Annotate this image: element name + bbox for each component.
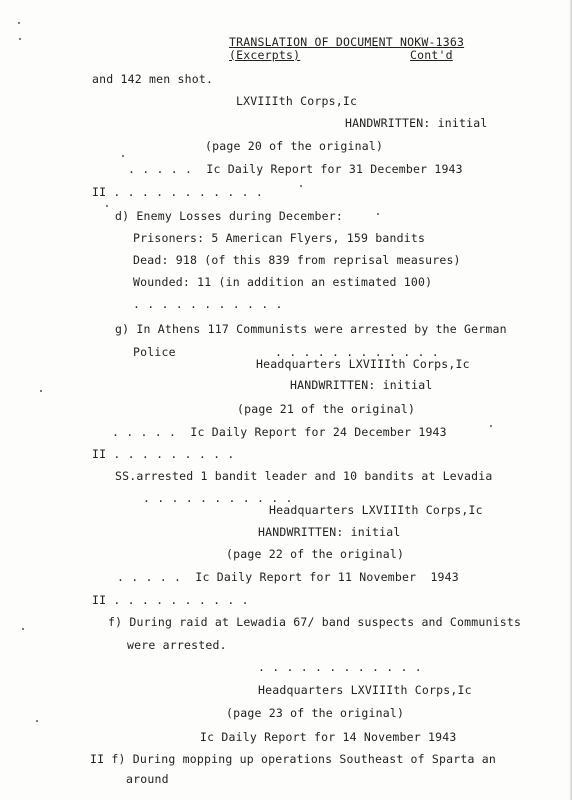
text-line: g) In Athens 117 Communists were arrested by the German bbox=[115, 322, 507, 336]
text-line: around bbox=[126, 772, 169, 786]
text-line: and 142 men shot. bbox=[92, 72, 214, 86]
scan-speck bbox=[36, 720, 38, 722]
section-marker: II . . . . . . . . . . . bbox=[92, 185, 263, 199]
scan-speck bbox=[22, 628, 24, 630]
text-line: Wounded: 11 (in addition an estimated 100) bbox=[133, 275, 433, 289]
text-line: Police bbox=[133, 345, 176, 359]
scan-speck bbox=[122, 155, 124, 157]
ellipsis-line: . . . . . . . . . . . . bbox=[275, 345, 439, 359]
scan-speck bbox=[490, 425, 492, 427]
text-line: were arrested. bbox=[127, 638, 227, 652]
page-reference: (page 23 of the original) bbox=[226, 706, 405, 720]
section-marker: II . . . . . . . . . bbox=[92, 447, 235, 461]
page-reference: (page 21 of the original) bbox=[237, 402, 416, 416]
page-reference: (page 22 of the original) bbox=[226, 547, 405, 561]
document-title: TRANSLATION OF DOCUMENT NOKW-1363 bbox=[229, 35, 465, 49]
ellipsis-line: . . . . . . . . . . . bbox=[133, 297, 283, 311]
text-line: II f) During mopping up operations Southeast of Sparta an bbox=[90, 752, 497, 766]
handwritten-note: HANDWRITTEN: initial bbox=[345, 116, 488, 130]
continued-marker: Cont'd bbox=[410, 48, 453, 62]
page-reference: (page 20 of the original) bbox=[205, 139, 384, 153]
scan-speck bbox=[106, 205, 108, 207]
handwritten-note: HANDWRITTEN: initial bbox=[290, 378, 433, 392]
scan-speck bbox=[18, 22, 20, 24]
scan-speck bbox=[19, 38, 21, 40]
unit-heading: LXVIIIth Corps,Ic bbox=[236, 94, 358, 108]
document-subtitle: (Excerpts) bbox=[229, 48, 301, 62]
text-line: d) Enemy Losses during December: bbox=[115, 209, 343, 223]
ellipsis-line: . . . . . . . . . . . . bbox=[258, 660, 422, 674]
scan-speck bbox=[300, 185, 302, 187]
report-heading: Ic Daily Report for 14 November 1943 bbox=[200, 730, 457, 744]
report-heading: . . . . . Ic Daily Report for 24 December 1943 bbox=[112, 425, 447, 439]
unit-heading: Headquarters LXVIIIth Corps,Ic bbox=[256, 357, 470, 371]
report-heading: . . . . . Ic Daily Report for 11 November 1943 bbox=[117, 570, 459, 584]
report-heading: . . . . . Ic Daily Report for 31 December 1943 bbox=[128, 162, 463, 176]
unit-heading: Headquarters LXVIIIth Corps,Ic bbox=[258, 683, 472, 697]
section-marker: II . . . . . . . . . . bbox=[92, 593, 249, 607]
text-line: f) During raid at Lewadia 67/ band suspects and Communists bbox=[108, 615, 522, 629]
scan-speck bbox=[40, 390, 42, 392]
handwritten-note: HANDWRITTEN: initial bbox=[258, 525, 401, 539]
ellipsis-line: . . . . . . . . . . . bbox=[143, 491, 293, 505]
text-line: Dead: 918 (of this 839 from reprisal measures) bbox=[133, 253, 461, 267]
text-line: SS.arrested 1 bandit leader and 10 bandits at Levadia bbox=[115, 469, 493, 483]
text-line: Prisoners: 5 American Flyers, 159 bandits bbox=[133, 231, 426, 245]
unit-heading: Headquarters LXVIIIth Corps,Ic bbox=[269, 503, 483, 517]
scan-speck bbox=[377, 213, 379, 215]
